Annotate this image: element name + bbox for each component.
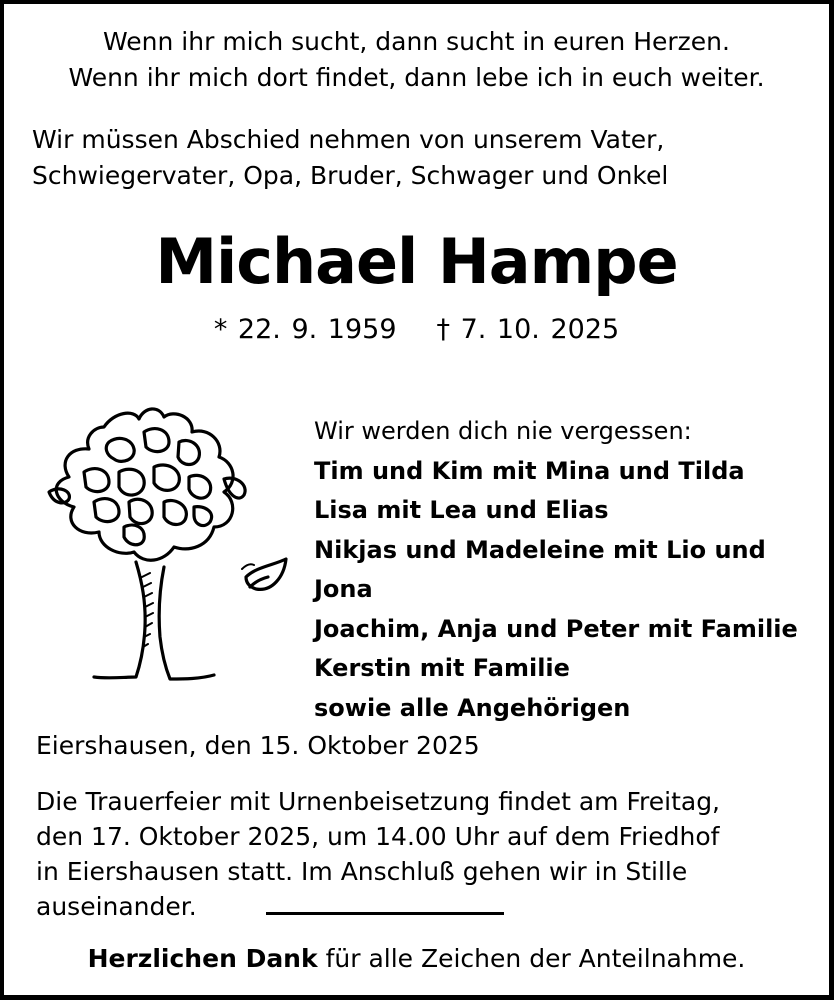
service-line-2: den 17. Oktober 2025, um 14.00 Uhr auf dem Friedhof — [36, 822, 720, 851]
tree-with-falling-leaf-icon — [24, 387, 294, 687]
deceased-name: Michael Hampe — [155, 225, 678, 298]
mourner-entry: sowie alle Angehörigen — [314, 693, 631, 722]
death-date: 7. 10. 2025 — [460, 314, 620, 345]
motto-line-2: Wenn ihr mich dort findet, dann lebe ich in euch weiter. — [68, 63, 765, 92]
motto — [4, 24, 829, 96]
life-dates — [4, 310, 829, 350]
death-cross-icon: † — [436, 314, 450, 345]
mourner-entry: Nikjas und Madeleine mit Lio und Jona — [314, 535, 766, 603]
divider-line — [266, 912, 504, 915]
thanks-rest: für alle Zeichen der Anteilnahme. — [317, 944, 746, 973]
service-line-4: auseinander. — [36, 892, 197, 921]
motto-line-1: Wenn ihr mich sucht, dann sucht in euren Herzen. — [103, 27, 730, 56]
mourner-entry: Kerstin mit Familie — [314, 654, 570, 682]
mourner-entry: Lisa mit Lea und Elias — [314, 496, 609, 524]
thanks-bold: Herzlichen Dank — [87, 944, 318, 973]
birth-symbol: * — [213, 314, 228, 345]
mourners-list — [314, 412, 829, 728]
intro-line-2: Schwiegervater, Opa, Bruder, Schwager und Onkel — [32, 161, 669, 190]
birth-date: 22. 9. 1959 — [237, 314, 397, 345]
intro-text — [32, 122, 668, 194]
intro-line-1: Wir müssen Abschied nehmen von unserem Vater, — [32, 125, 665, 154]
funeral-service-info — [36, 784, 776, 924]
service-line-1: Die Trauerfeier mit Urnenbeisetzung findet am Freitag, — [36, 787, 721, 816]
mourner-entry: Tim und Kim mit Mina und Tilda — [314, 456, 745, 485]
obituary-notice — [4, 4, 829, 995]
thanks-line — [4, 941, 829, 977]
mourner-entry: Joachim, Anja und Peter mit Familie — [314, 614, 798, 643]
place-and-date: Eiershausen, den 15. Oktober 2025 — [36, 731, 480, 760]
mourners-lead: Wir werden dich nie vergessen: — [314, 417, 692, 445]
service-line-3: in Eiershausen statt. Im Anschluß gehen wir in Stille — [36, 857, 688, 886]
